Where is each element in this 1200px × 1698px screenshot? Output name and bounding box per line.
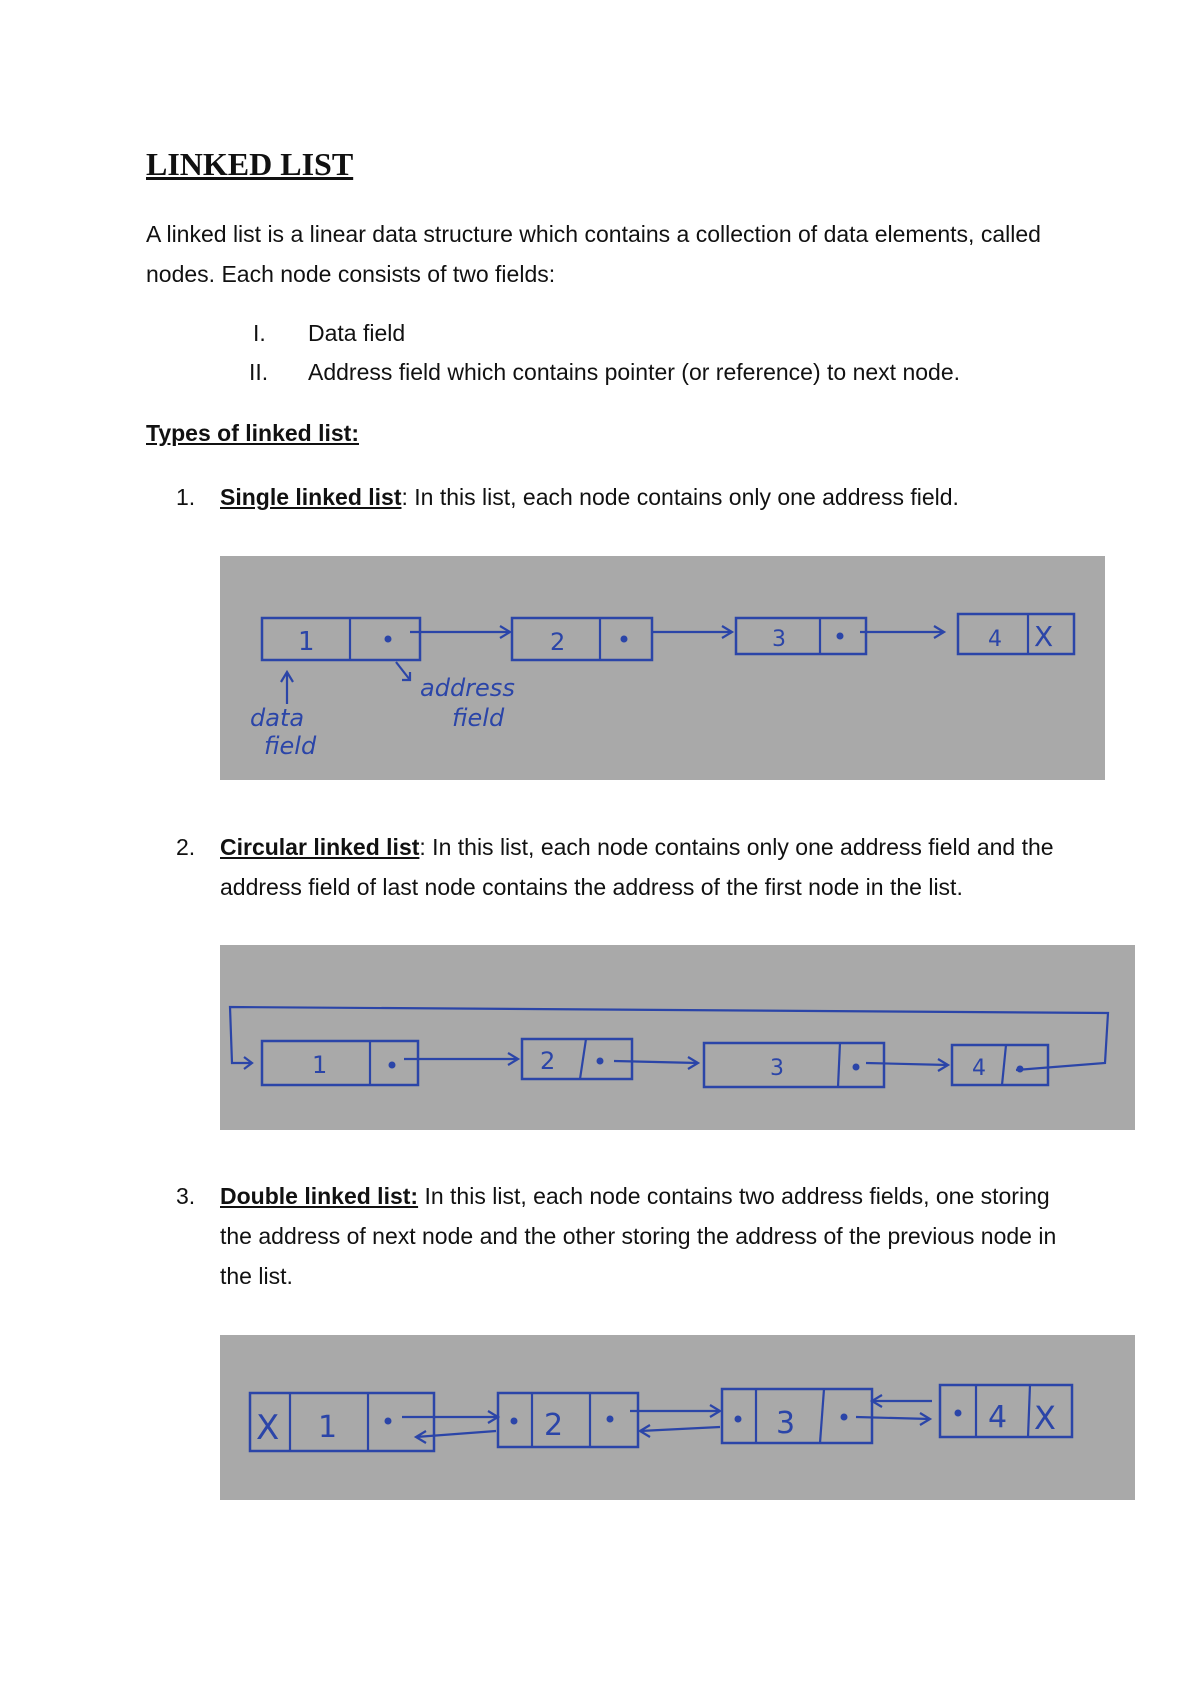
- type-number: 3.: [176, 1183, 196, 1209]
- page-title: LINKED LIST: [146, 146, 354, 182]
- type-number: 1.: [176, 484, 196, 510]
- type-item-single: [176, 477, 1076, 517]
- node-3-value: 3: [772, 627, 786, 652]
- node-1-value: 1: [312, 1051, 328, 1079]
- address-field-arrow: [396, 662, 410, 680]
- type-description: In this list, each node contains only one address field.: [407, 484, 959, 510]
- node-4-value: 4: [988, 1400, 1008, 1435]
- type-colon: :: [419, 834, 426, 860]
- node-divider: [1002, 1045, 1006, 1085]
- node-2-value: 2: [550, 628, 566, 656]
- double-linked-list-figure: [220, 1335, 1135, 1500]
- type-name: Double linked list:: [220, 1183, 419, 1209]
- pointer-dot: [955, 1410, 962, 1417]
- type-description: In this list, each node contains only one address field and the address field of last node contains the address of the first node in the list.: [220, 834, 1054, 900]
- node-box: [522, 1039, 632, 1079]
- null-mark-left: X: [256, 1408, 280, 1448]
- node-3-value: 3: [776, 1406, 796, 1441]
- field-numeral-2: II.: [249, 359, 269, 385]
- node-box: [262, 618, 420, 660]
- type-item-double: [176, 1176, 1076, 1296]
- circular-linked-list-figure: [220, 945, 1135, 1130]
- node-divider: [1028, 1385, 1030, 1437]
- pointer-dot: [841, 1414, 848, 1421]
- arrow-line: [614, 1061, 698, 1063]
- type-description: In this list, each node contains two address fields, one storing the address of next node and the other storing the address of the previous node in the list.: [220, 1183, 1057, 1289]
- address-field-label-2: field: [452, 704, 505, 732]
- node-4-value: 4: [988, 627, 1002, 652]
- pointer-dot: [621, 636, 628, 643]
- node-divider: [838, 1043, 840, 1087]
- pointer-dot: [389, 1062, 396, 1069]
- type-number: 2.: [176, 834, 196, 860]
- node-1-value: 1: [298, 627, 315, 657]
- node-3-value: 3: [770, 1056, 784, 1081]
- node-4-value: 4: [972, 1056, 986, 1081]
- pointer-dot: [1017, 1066, 1024, 1073]
- node-2-value: 2: [544, 1408, 564, 1443]
- pointer-dot: [607, 1416, 614, 1423]
- pointer-dot: [735, 1416, 742, 1423]
- types-heading: Types of linked list:: [146, 420, 359, 446]
- data-field-label-1: data: [250, 704, 305, 732]
- type-item-circular: [176, 827, 1076, 907]
- pointer-dot: [511, 1418, 518, 1425]
- field-numeral-1: I.: [253, 320, 266, 346]
- arrow-line: [866, 1063, 948, 1065]
- pointer-dot: [597, 1058, 604, 1065]
- single-linked-list-figure: [220, 556, 1105, 780]
- arrow-line: [640, 1427, 720, 1431]
- arrow-line: [416, 1431, 496, 1437]
- node-box: [736, 618, 866, 654]
- node-box: [722, 1389, 872, 1443]
- type-colon: :: [401, 484, 408, 510]
- node-divider: [820, 1389, 824, 1443]
- node-1-value: 1: [318, 1410, 338, 1445]
- null-mark: X: [1034, 620, 1054, 653]
- pointer-dot: [385, 636, 392, 643]
- field-item-data: Data field: [308, 320, 406, 346]
- pointer-dot: [837, 633, 844, 640]
- node-box: [498, 1393, 638, 1447]
- type-name: Circular linked list: [220, 834, 420, 860]
- pointer-dot: [385, 1418, 392, 1425]
- null-mark-right: X: [1034, 1399, 1056, 1437]
- intro-paragraph: A linked list is a linear data structure which contains a collection of data elements, called nodes. Each node consists of two fields:: [146, 221, 1041, 287]
- data-field-label-2: field: [264, 732, 317, 760]
- node-divider: [580, 1039, 586, 1079]
- arrow-line: [856, 1417, 930, 1419]
- pointer-dot: [853, 1064, 860, 1071]
- field-item-address: Address field which contains pointer (or reference) to next node.: [308, 359, 961, 385]
- node-box: [958, 614, 1074, 654]
- node-box: [512, 618, 652, 660]
- node-box: [952, 1045, 1048, 1085]
- address-field-label-1: address: [420, 674, 515, 702]
- type-name: Single linked list: [220, 484, 402, 510]
- node-2-value: 2: [540, 1047, 556, 1075]
